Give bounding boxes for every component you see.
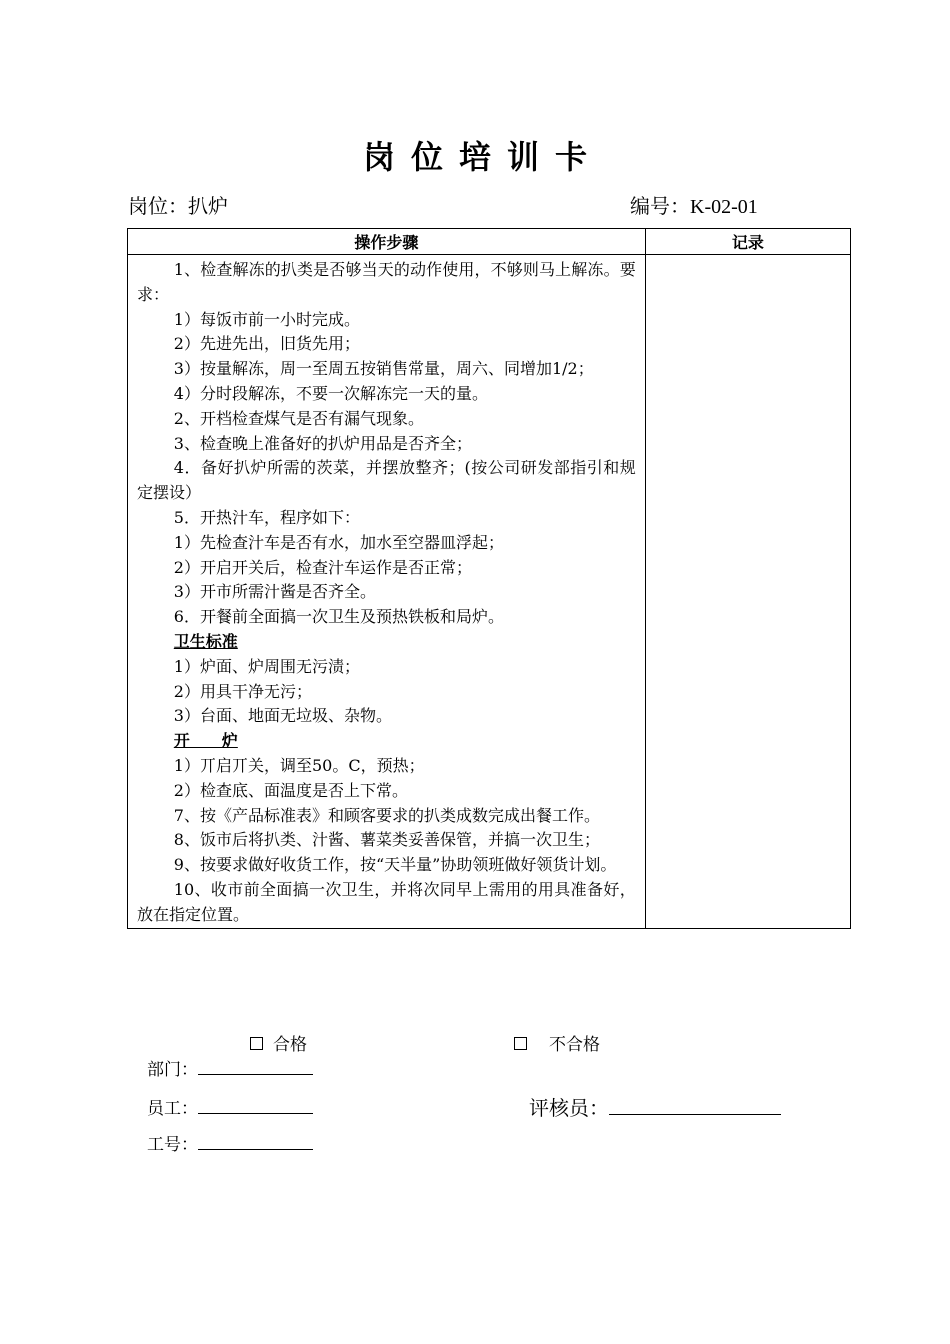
department-line[interactable]: [198, 1058, 313, 1075]
step-item: 1、检查解冻的扒类是否够当天的动作使用，不够则马上解冻。要求：: [137, 260, 636, 304]
step-item: 4．备好扒炉所需的茨菜，并摆放整齐；(按公司研发部指引和规定摆设）: [137, 458, 636, 503]
step-item: 9、按要求做好收货工作，按“天半量”协助领班做好领货计划。: [173, 855, 617, 875]
steps-cell: [128, 255, 646, 929]
reviewer-field: [529, 1092, 781, 1121]
employee-no-field: [147, 1130, 313, 1155]
step-item: 1）炉面、炉周围无污渍；: [173, 656, 360, 676]
position-label: 岗位：扒炉: [128, 194, 228, 218]
section-heading: 卫生标准: [173, 631, 238, 651]
table-body-row: [128, 255, 851, 929]
record-cell[interactable]: [645, 255, 850, 929]
pass-label: 合格: [273, 1035, 307, 1055]
card-code-label: 编号：: [630, 194, 690, 218]
fail-option[interactable]: [514, 1030, 600, 1055]
step-item: 4）分时段解冻，不要一次解冻完一天的量。: [173, 383, 488, 403]
fail-label: 不合格: [549, 1035, 600, 1055]
step-item: 2）检查底、面温度是否上下常。: [173, 780, 408, 800]
department-label: 部门：: [147, 1060, 198, 1080]
fail-checkbox[interactable]: [514, 1037, 527, 1050]
step-item: 7、按《产品标准表》和顾客要求的扒类成数完成出餐工作。: [173, 805, 600, 825]
employee-no-line[interactable]: [198, 1133, 313, 1150]
step-item: 3）按量解冻，周一至周五按销售常量，周六、同增加1/2；: [173, 359, 594, 379]
card-title: 岗位培训卡: [362, 138, 603, 176]
step-item: 10、收市前全面搞一次卫生，并将次同早上需用的用具准备好，放在指定位置。: [137, 879, 636, 924]
step-item: 2）用具干净无污；: [173, 681, 312, 701]
step-item: 2、开档检查煤气是否有漏气现象。: [173, 408, 424, 428]
step-item: 2）开启开关后，检查汁车运作是否正常；: [173, 557, 472, 577]
step-item: 1）丌启丌关，调至50。C，预热；: [173, 755, 425, 775]
pass-checkbox[interactable]: [250, 1037, 263, 1050]
step-item: 6．开餐前全面搞一次卫生及预热铁板和局炉。: [173, 607, 504, 627]
step-item: 3）台面、地面无垃圾、杂物。: [173, 706, 392, 726]
section-heading: 开 炉: [173, 731, 238, 751]
employee-line[interactable]: [198, 1097, 313, 1114]
step-item: 5．开热汁车，程序如下：: [173, 507, 360, 527]
reviewer-line[interactable]: [609, 1094, 781, 1115]
reviewer-label: 评核员：: [529, 1096, 609, 1120]
card-code-value: K-02-01: [690, 196, 758, 218]
employee-no-label: 工号：: [147, 1135, 198, 1155]
card-code: [630, 190, 758, 219]
step-item: 8、饭市后将扒类、汁酱、薯菜类妥善保管，并搞一次卫生；: [173, 830, 600, 850]
step-item: 2）先进先出，旧货先用；: [173, 334, 360, 354]
header-record: 记录: [645, 229, 850, 255]
step-item: 1）先检查汁车是否有水，加水至空器皿浮起；: [173, 532, 504, 552]
step-item: 1）每饭市前一小时完成。: [173, 309, 360, 329]
table-header-row: [128, 229, 851, 255]
step-item: 3）开市所需汁酱是否齐全。: [173, 582, 376, 602]
department-field: [147, 1055, 313, 1080]
employee-field: [147, 1094, 313, 1119]
pass-option[interactable]: [250, 1030, 307, 1055]
step-item: 3、检查晚上准备好的扒炉用品是否齐全；: [173, 433, 472, 453]
training-table: [127, 228, 851, 929]
header-steps: 操作步骤: [128, 229, 646, 255]
employee-label: 员工：: [147, 1099, 198, 1119]
